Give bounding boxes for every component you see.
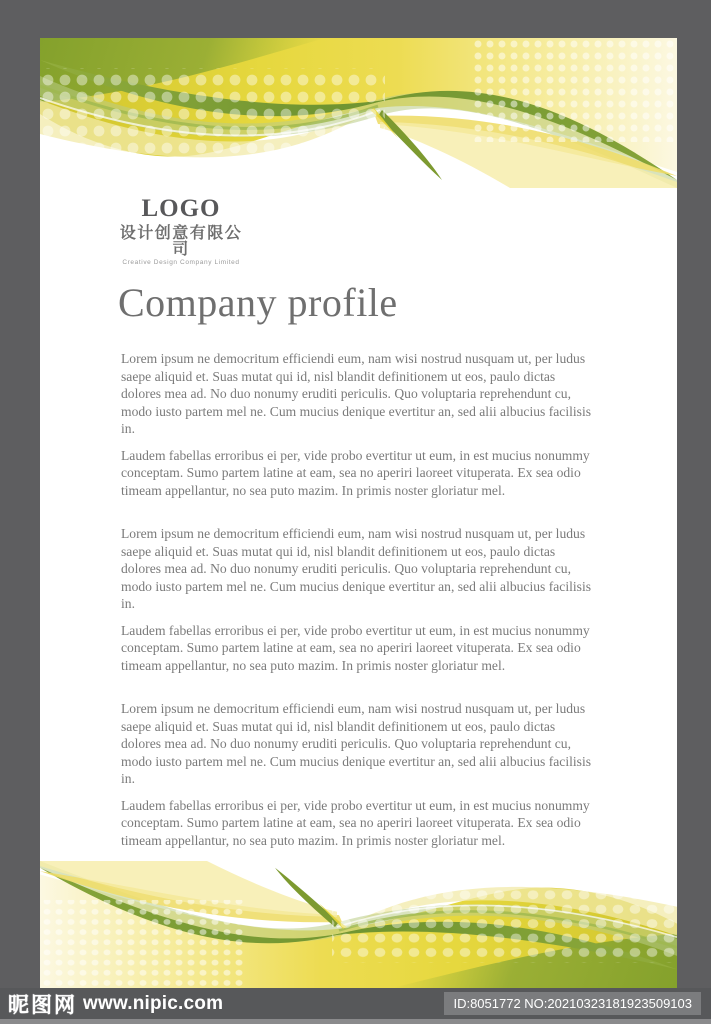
page-title: Company profile: [118, 280, 398, 325]
text-block: [121, 350, 597, 499]
document-page: [40, 38, 677, 988]
image-id-badge: ID:8051772 NO:20210323181923509103: [444, 992, 701, 1015]
paragraph: Lorem ipsum ne democritum efficiendi eum, nam wisi nostrud nusquam ut, per ludus saepe aliquid et. Suas mutat qui id, nisl blandit definitionem ut eos, paulo dictas dolores mea ad. No duo nonumy eruditi periculis. Quo voluptaria reprehendunt cu, modo iusto partem mel ne. Cum mucius denique evertitur an, sed alii albucius facilisis in.: [121, 701, 592, 786]
logo-subtitle: Creative Design Company Limited: [122, 259, 240, 266]
top-wave-decoration: [40, 38, 677, 188]
paragraph: Lorem ipsum ne democritum efficiendi eum, nam wisi nostrud nusquam ut, per ludus saepe aliquid et. Suas mutat qui id, nisl blandit definitionem ut eos, paulo dictas dolores mea ad. No duo nonumy eruditi periculis. Quo voluptaria reprehendunt cu, modo iusto partem mel ne. Cum mucius denique evertitur an, sed alii albucius facilisis in.: [121, 351, 592, 436]
logo-wordmark: LOGO: [141, 195, 221, 222]
bottom-wave-decoration: [40, 861, 677, 988]
company-logo: [116, 196, 246, 267]
site-name-logo: 昵图网: [8, 992, 77, 1017]
body-copy: [121, 350, 597, 875]
paragraph: Laudem fabellas erroribus ei per, vide probo evertitur ut eum, in est mucius nonummy conceptam. Sumo partem latine at eam, sea no aperiri laoreet vituperata. Ex sea odio timeam appellantur, no sea puto mazim. In primis noster gloriatur mel.: [121, 797, 590, 848]
site-url: www.nipic.com: [83, 992, 224, 1014]
paragraph: Lorem ipsum ne democritum efficiendi eum, nam wisi nostrud nusquam ut, per ludus saepe aliquid et. Suas mutat qui id, nisl blandit definitionem ut eos, paulo dictas dolores mea ad. No duo nonumy eruditi periculis. Quo voluptaria reprehendunt cu, modo iusto partem mel ne. Cum mucius denique evertitur an, sed alii albucius facilisis in.: [121, 526, 592, 611]
paragraph: Laudem fabellas erroribus ei per, vide probo evertitur ut eum, in est mucius nonummy conceptam. Sumo partem latine at eam, sea no aperiri laoreet vituperata. Ex sea odio timeam appellantur, no sea puto mazim. In primis noster gloriatur mel.: [121, 622, 590, 673]
watermark-bar: [0, 988, 711, 1019]
paragraph: Laudem fabellas erroribus ei per, vide probo evertitur ut eum, in est mucius nonummy conceptam. Sumo partem latine at eam, sea no aperiri laoreet vituperata. Ex sea odio timeam appellantur, no sea puto mazim. In primis noster gloriatur mel.: [121, 447, 590, 498]
text-block: [121, 700, 597, 849]
nipic-watermark: [8, 989, 223, 1019]
text-block: [121, 525, 597, 674]
bottom-strip: [0, 1019, 711, 1024]
logo-chinese-name: 设计创意有限公司: [119, 223, 243, 258]
